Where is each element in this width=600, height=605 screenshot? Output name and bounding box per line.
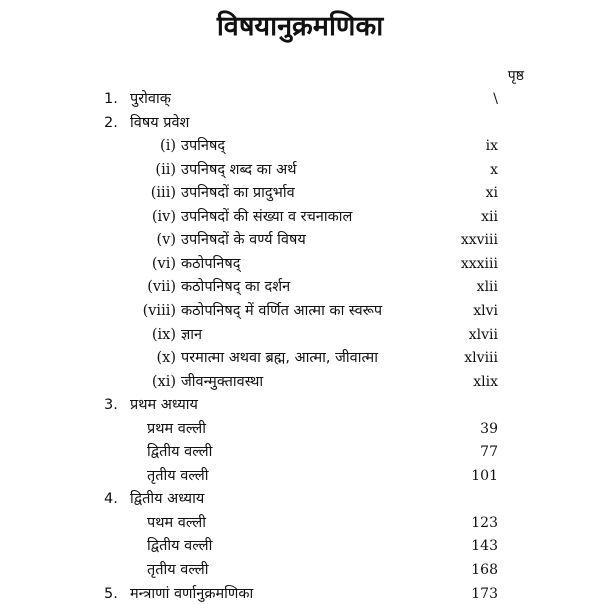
toc-subentry-number: (iv)	[151, 208, 176, 225]
toc-entry-number: 3.	[104, 397, 118, 414]
toc-entry-label: कठोपनिषद्	[181, 255, 241, 272]
toc-entry-label: पुरोवाक्	[130, 91, 171, 107]
toc-subentry-number: (x)	[156, 350, 176, 367]
toc-page-number: xlvi	[473, 302, 498, 319]
toc-page-number: 101	[471, 467, 498, 484]
page-title: विषयानुक्रमणिका	[216, 11, 384, 42]
toc-row	[0, 371, 600, 393]
toc-entry-label: मन्त्राणां वर्णानुक्रमणिका	[130, 585, 254, 602]
toc-entry-label: प्रथम वल्ली	[147, 420, 206, 437]
toc-row	[0, 112, 600, 134]
toc-entry-label: उपनिषदों का प्रादुर्भाव	[181, 185, 295, 202]
toc-entry-number: 5.	[104, 585, 118, 602]
toc-entry-number: 2.	[104, 114, 118, 131]
toc-row	[0, 347, 600, 369]
toc-page-number: 173	[471, 585, 498, 602]
toc-entry-label: उपनिषद्	[181, 138, 226, 155]
toc-entry-label: तृतीय वल्ली	[147, 562, 209, 578]
toc-subentry-number: (v)	[156, 232, 176, 249]
toc-page-number: xlix	[473, 373, 498, 390]
toc-subentry-number: (ii)	[155, 161, 176, 178]
toc-subentry-number: (iii)	[150, 185, 176, 202]
toc-page-number: xii	[481, 208, 498, 225]
toc-page-number: 39	[480, 420, 498, 437]
toc-subentry-number: (xi)	[151, 373, 176, 390]
toc-row	[0, 276, 600, 298]
toc-entry-label: प्रथम अध्याय	[130, 397, 198, 414]
toc-entry-label: तृतीय वल्ली	[147, 467, 209, 484]
toc-row	[0, 418, 600, 440]
toc-entry-label: उपनिषदों की संख्या व रचनाकाल	[181, 208, 353, 225]
toc-row	[0, 441, 600, 463]
toc-page-number: 77	[480, 444, 498, 461]
toc-entry-label: कठोपनिषद् में वर्णित आत्मा का स्वरूप	[181, 302, 383, 319]
toc-row	[0, 182, 600, 204]
toc-entry-label: उपनिषदों के वर्ण्य विषय	[181, 232, 306, 249]
toc-row	[0, 583, 600, 605]
toc-row	[0, 488, 600, 510]
toc-page-number: 168	[471, 562, 498, 578]
toc-row	[0, 559, 600, 581]
toc-entry-label: ज्ञान	[181, 326, 203, 343]
toc-entry-number: 4.	[104, 491, 118, 508]
page-column-header: पृष्ठ	[507, 68, 524, 84]
toc-page-number: xxxiii	[460, 255, 498, 272]
toc-row	[0, 300, 600, 322]
toc-page-number: 143	[471, 538, 498, 555]
toc-page-number: xxviii	[460, 232, 498, 249]
toc-row	[0, 253, 600, 275]
toc-entry-label: पथम वल्ली	[147, 514, 206, 531]
toc-page-number: xlii	[476, 279, 498, 296]
toc-page-number: ix	[485, 138, 498, 155]
toc-entry-label: परमात्मा अथवा ब्रह्म, आत्मा, जीवात्मा	[181, 350, 378, 367]
toc-page-number: xlviii	[464, 350, 498, 367]
toc-row	[0, 535, 600, 557]
toc-page-number: xlvii	[468, 326, 498, 343]
toc-page-number: xi	[485, 185, 498, 202]
toc-row	[0, 394, 600, 416]
toc-entry-label: द्वितीय वल्ली	[147, 538, 213, 555]
toc-row	[0, 159, 600, 181]
toc-subentry-number: (vii)	[147, 279, 176, 296]
toc-subentry-number: (ix)	[151, 326, 176, 343]
toc-entry-label: विषय प्रवेश	[130, 114, 190, 131]
toc-entry-label: द्वितीय वल्ली	[147, 444, 213, 461]
toc-row	[0, 135, 600, 157]
toc-page-number: 123	[471, 514, 498, 531]
toc-subentry-number: (i)	[160, 138, 176, 155]
toc-entry-number: 1.	[104, 91, 118, 107]
toc-row	[0, 88, 600, 110]
toc-subentry-number: (vi)	[151, 255, 176, 272]
toc-entry-label: जीवन्मुक्तावस्था	[181, 373, 264, 390]
toc-page-number: \	[493, 91, 498, 107]
toc-entry-label: उपनिषद् शब्द का अर्थ	[181, 161, 297, 178]
toc-entry-label: द्वितीय अध्याय	[130, 491, 205, 508]
toc-row	[0, 465, 600, 487]
toc-subentry-number: (viii)	[142, 302, 176, 319]
toc-page-number: x	[490, 161, 498, 178]
toc-row	[0, 324, 600, 346]
toc-row	[0, 512, 600, 534]
toc-row	[0, 206, 600, 228]
toc-row	[0, 229, 600, 251]
toc-entry-label: कठोपनिषद् का दर्शन	[181, 279, 291, 296]
